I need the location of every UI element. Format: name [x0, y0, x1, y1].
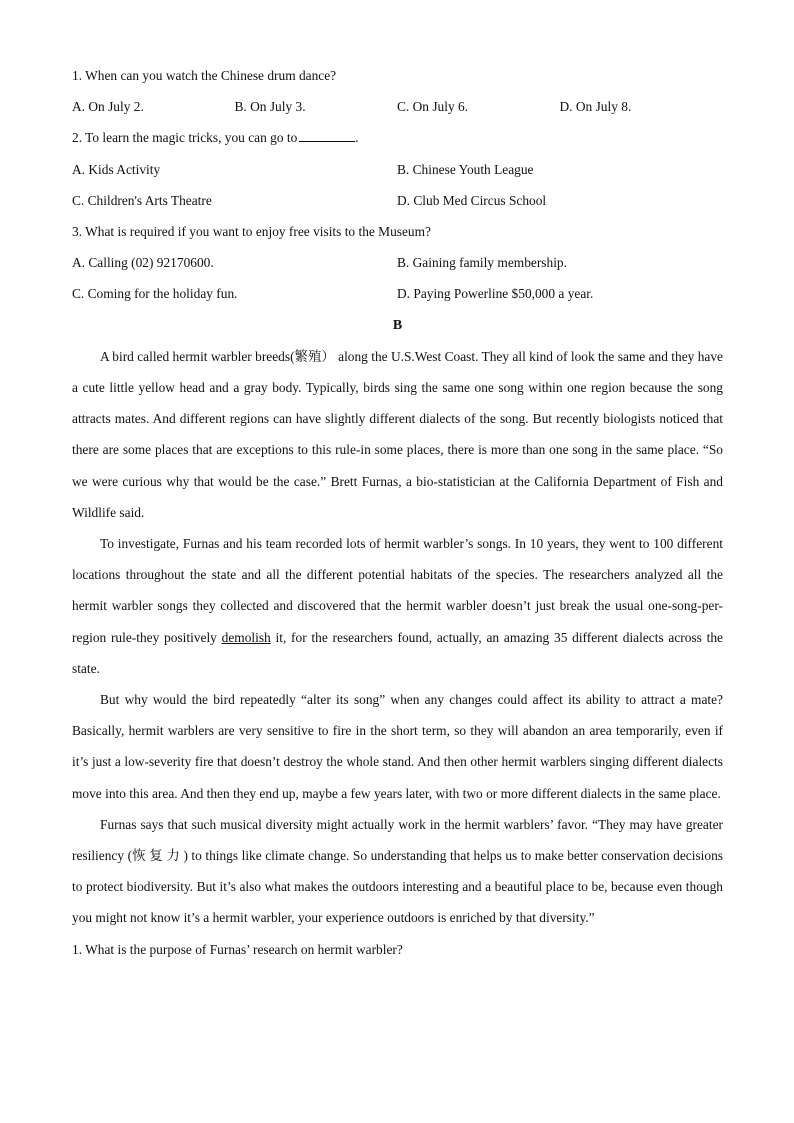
paragraph-2-text-after: it, for the researchers found, actually, an amazing 35 different dialects across the state.: [72, 629, 723, 676]
passage-paragraph-1: A bird called hermit warbler breeds(繁殖） along the U.S.West Coast. They all kind of look the same and they have a cute little yellow head and a gray body. Typically, birds sing the same one song within one region because the song attracts mates. And different regions can have slightly different dialects of the song. But recently biologists noticed that there are some places that are exceptions to this rule-in some places, there is more than one song in the same place. “So we were curious why that would be the case.” Brett Furnas, a bio-statistician at the California Department of Fish and Wildlife said.: [72, 348, 723, 520]
question-3-stem: 3. What is required if you want to enjoy free visits to the Museum?: [72, 223, 431, 239]
question-1-stem: 1. When can you watch the Chinese drum dance?: [72, 68, 337, 83]
option-a: A. On July 2.: [72, 99, 144, 115]
option-b: B. Chinese Youth League: [397, 161, 534, 177]
section-b-question-1-stem: 1. What is the purpose of Furnas’ research on hermit warbler?: [72, 941, 403, 957]
question-2-options-row-2: [72, 185, 723, 216]
underlined-word: demolish: [221, 629, 271, 645]
section-b-title: B: [392, 317, 403, 333]
question-3-options-row-1: [72, 247, 723, 278]
option-d: D. On July 8.: [559, 99, 632, 115]
question-2-stem: 2. To learn the magic tricks, you can go to: [72, 130, 298, 146]
document-page: [72, 60, 723, 965]
option-c: C. Children's Arts Theatre: [72, 192, 212, 208]
option-d: D. Club Med Circus School: [397, 192, 547, 208]
option-a: A. Kids Activity: [72, 161, 161, 177]
passage-paragraph-2: [72, 528, 723, 684]
question-3-options-row-2: [72, 278, 723, 309]
paragraph-2-text-before: To investigate, Furnas and his team recorded lots of hermit warbler’s songs. In 10 years, they went to 100 different locations throughout the state and all the different potential habitats of the species. The researchers analyzed all the hermit warbler songs they collected and discovered that the hermit warbler doesn’t just break the usual one-song-per-region rule-they positively: [72, 535, 723, 645]
option-a: A. Calling (02) 92170600.: [72, 255, 214, 271]
question-2-stem-line: [72, 122, 723, 153]
question-1-options: [72, 91, 723, 122]
answer-blank: [299, 126, 355, 142]
passage-paragraph-3: But why would the bird repeatedly “alter its song” when any changes could affect its ability to attract a mate? Basically, hermit warblers are very sensitive to fire in the short term, so they will abandon an area temporarily, even if it’s just a low-severity fire that doesn’t destroy the whole stand. And then other hermit warblers singing different dialects move into this area. And then they end up, maybe a few years later, with two or more different dialects in the same place.: [72, 691, 723, 801]
passage-paragraph-4: Furnas says that such musical diversity might actually work in the hermit warblers’ favor. “They may have greater resiliency (恢 复 力 ) to things like climate change. So understanding that helps us to make better conservation decisions to protect biodiversity. But it’s also what makes the outdoors interesting and a beautiful place to be, because even though you might not know it’s a hermit warbler, your experience outdoors is enriched by that diversity.”: [72, 816, 723, 926]
question-2-stem-end: .: [355, 130, 359, 146]
option-c: C. Coming for the holiday fun.: [72, 286, 238, 302]
option-c: C. On July 6.: [397, 99, 469, 115]
option-b: B. On July 3.: [234, 99, 306, 115]
question-2-options-row-1: [72, 154, 723, 185]
option-d: D. Paying Powerline $50,000 a year.: [397, 286, 594, 302]
option-b: B. Gaining family membership.: [397, 255, 567, 271]
